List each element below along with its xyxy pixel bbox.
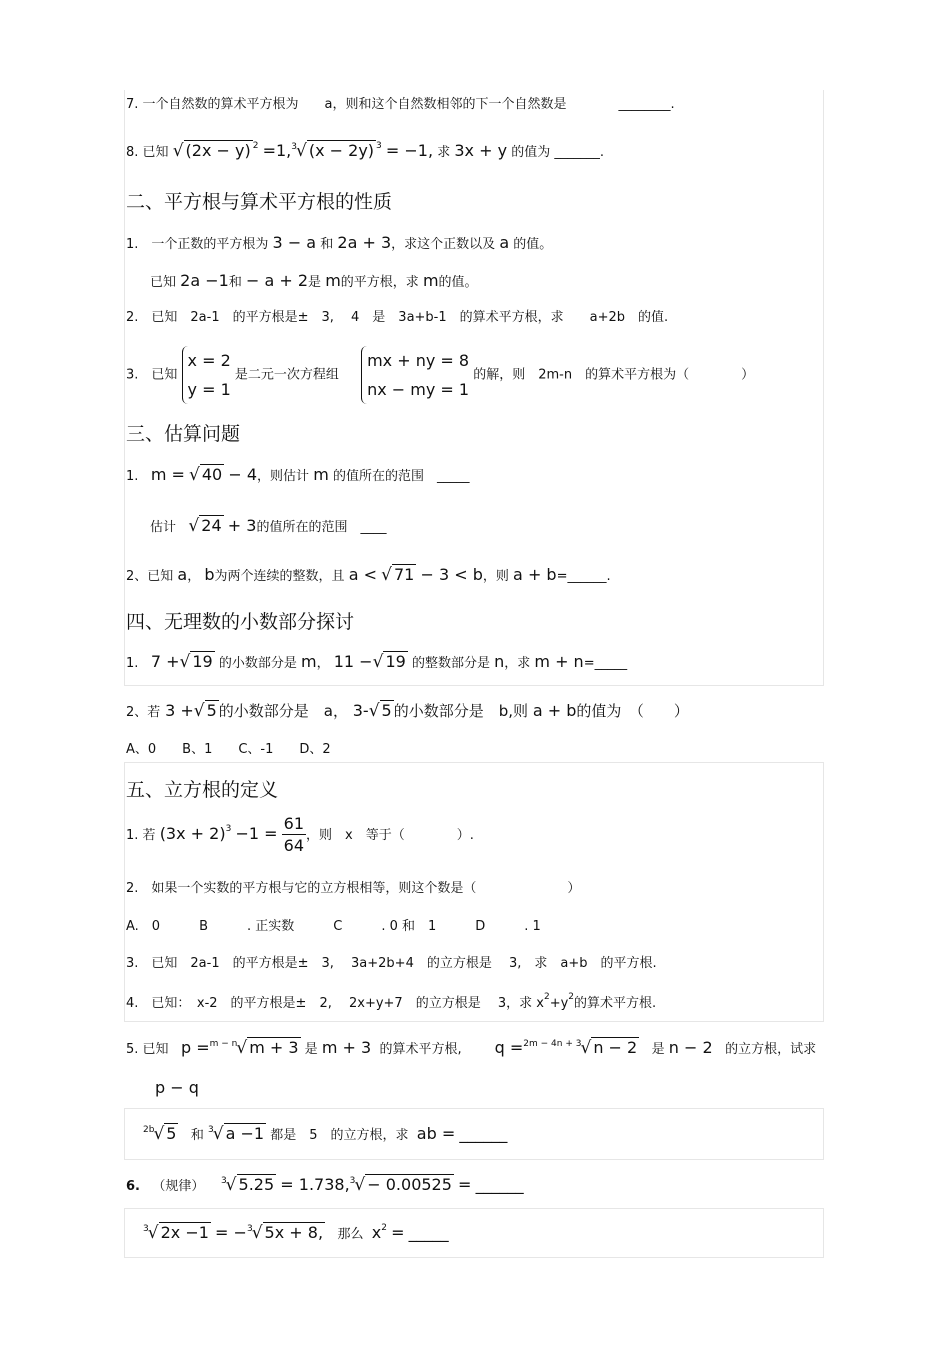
- s5-question-6: 6. （规律） $^3$√ 5.25 = 1.738,$^3$√ − 0.00525 = ______: [126, 1175, 524, 1195]
- s4-options: A、0 B、1 C、-1 D、2: [126, 742, 331, 757]
- s5-question-6b: $^3$√ 2x −1 = −$^3$√ 5x + 8, 那么 $x^2$ = _____: [143, 1223, 449, 1243]
- cbrt-sign: √: [296, 141, 307, 161]
- s5-question-3: 3. 已知 2a-1 的平方根是± 3, 3a+2b+4 的立方根是 3, 求 a+b 的平方根.: [126, 956, 657, 971]
- s2-question-1: 1. 一个正数的平方根为 3 − a 和 2a + 3，求这个正数以及 a 的值。: [126, 233, 553, 252]
- cbrt-sign: √: [212, 1124, 224, 1144]
- section-heading-3: 三、估算问题: [126, 423, 241, 445]
- s5-question-5: 5. 已知 p =$^{m - n}$√ m + 3 是 m + 3 的算术平方根, q =$^{2m - 4n + 3}$√ n − 2 是 n − 2 的立方根，试求: [126, 1038, 817, 1058]
- s3-question-1: 1. m = √ 40 − 4，则估计 m 的值所在的范围 _____: [126, 465, 470, 485]
- question-7: 7. 一个自然数的算术平方根为 a，则和这个自然数相邻的下一个自然数是 ________.: [126, 97, 675, 112]
- cbrt-sign: √: [147, 1223, 159, 1243]
- sqrt-sign: √: [193, 701, 205, 721]
- root-sign: √: [153, 1124, 165, 1144]
- cbrt-sign: √: [354, 1175, 366, 1195]
- s5-question-5c: $^{2b}$√ 5 和 $^3$√ a −1 都是 5 的立方根，求 ab = ______: [143, 1124, 508, 1144]
- cbrt-sign: √: [225, 1175, 237, 1195]
- sqrt-sign: √: [368, 701, 380, 721]
- s3-question-1b: 估计 √ 24 + 3的值所在的范围 ____: [150, 516, 387, 536]
- sqrt-sign: √: [179, 652, 191, 672]
- section-heading-4: 四、无理数的小数部分探讨: [126, 611, 355, 633]
- system-brace-2: mx + ny = 8 nx − my = 1: [361, 346, 469, 404]
- s5-question-5-expr: p − q: [155, 1078, 199, 1097]
- fraction: $\frac{61}{64}$: [283, 814, 305, 855]
- question-8: 8. 已知 √ (2x − y) $^2$ =1,$^3$√ (x − 2y) $^3$ = −1, 求 3x + y 的值为 _______.: [126, 141, 604, 161]
- s5-question-4: 4. 已知： x-2 的平方根是± 2, 2x+y+7 的立方根是 3，求 $x^2+y^2$的算术平方根.: [126, 992, 657, 1011]
- sqrt-sign: √: [188, 516, 200, 536]
- s4-question-1: 1. 7 +√ 19 的小数部分是 m， 11 −√ 19 的整数部分是 n，求 m + n=_____: [126, 652, 628, 672]
- sqrt-sign: √: [189, 465, 200, 485]
- sqrt-sign: √: [172, 141, 184, 161]
- sqrt-sign: √: [381, 565, 392, 585]
- s2-question-2: 2. 已知 2a-1 的平方根是± 3, 4 是 3a+b-1 的算术平方根，求 a+2b 的值.: [126, 310, 669, 325]
- s5-question-1: 1. 若 $(3x + 2)^3 -1$ = $\frac{61}{64}$ ，则 x 等于（ ）.: [126, 814, 474, 855]
- system-brace-1: x = 2 y = 1: [182, 346, 231, 404]
- section-heading-5: 五、立方根的定义: [126, 779, 279, 801]
- s5-options: A. 0 B . 正实数 C . 0 和 1 D . 1: [126, 919, 541, 934]
- root-sign: √: [580, 1038, 592, 1058]
- s4-question-2: 2、若 3 +√ 5 的小数部分是 a， 3-√ 5 的小数部分是 b,则 a + b的值为 （ ）: [126, 701, 689, 721]
- section-heading-2: 二、平方根与算术平方根的性质: [126, 191, 393, 213]
- sqrt-sign: √: [372, 652, 384, 672]
- s2-question-3: 3. 已知 x = 2 y = 1 是二元一次方程组 mx + ny = 8 nx − my = 1 的解，则 2m-n 的算术平方根为（ ）: [126, 346, 754, 404]
- s2-question-1b: 已知 2a −1和 − a + 2是 m的平方根，求 m的值。: [150, 271, 478, 290]
- s5-question-2: 2. 如果一个实数的平方根与它的立方根相等，则这个数是（ ）: [126, 881, 581, 896]
- s3-question-2: 2、已知 a， b为两个连续的整数，且 a < √ 71 − 3 < b，则 a + b=______.: [126, 565, 611, 585]
- root-sign: √: [236, 1038, 248, 1058]
- cbrt-sign: √: [251, 1223, 263, 1243]
